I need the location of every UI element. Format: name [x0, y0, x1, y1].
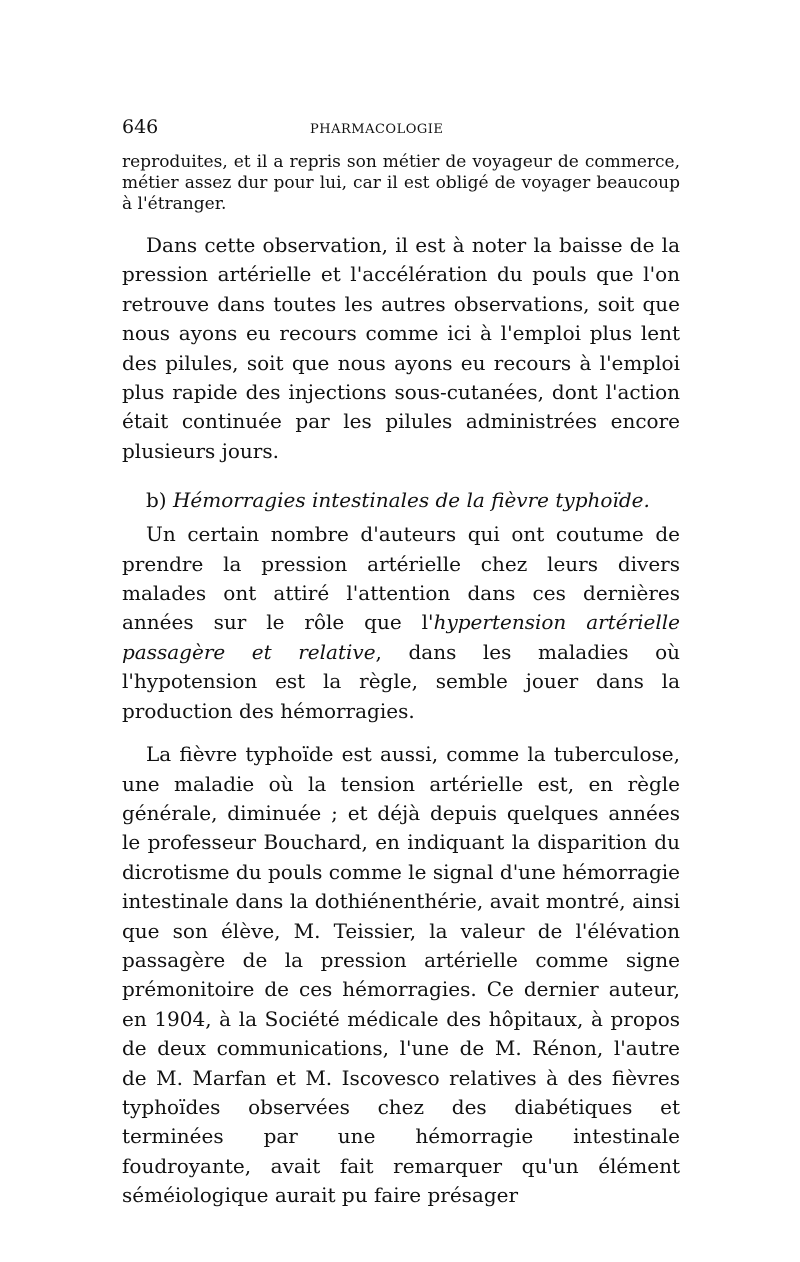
book-page: [122, 116, 680, 1211]
section-title: Hémorragies intestinales de la fièvre typhoïde.: [172, 488, 650, 513]
paragraph-italic-term: hypertension artérielle passagère et relative: [122, 610, 681, 664]
paragraph-observation: Dans cette observation, il est à noter la baisse de la pression artérielle et l'accélération du pouls que l'on retrouve dans toutes les autres observations, soit que nous ayons eu recours comme ici à l'emploi plus lent des pilules, soit que nous ayons eu recours à l'emploi plus rapide des injections sous-cutanées, dont l'action était continuée par les pilules administrées encore plusieurs jours.: [122, 233, 680, 463]
running-head: PHARMACOLOGIE: [310, 122, 444, 137]
paragraph-text-start: Un certain nombre d'auteurs qui ont coutume de prendre la pression artérielle chez leurs divers malades ont attiré l'attention dans ces dernières années sur le rôle que l': [122, 522, 680, 635]
section-heading: [122, 486, 680, 514]
page-header: [122, 116, 680, 142]
paragraph-continued: reproduites, et il a repris son métier de voyageur de commerce, métier assez dur pour lui, car il est obligé de voyager beaucoup à l'étranger.: [122, 152, 680, 214]
paragraph-typhoid: La fièvre typhoïde est aussi, comme la tuberculose, une maladie où la tension artérielle est, en règle générale, diminuée ; et déjà depuis quelques années le professeur Bouchard, en indiquant la disparition du dicrotisme du pouls comme le signal d'une hémorragie intestinale dans la dothiénenthérie, avait montré, ainsi que son élève, M. Teissier, la valeur de l'élévation passagère de la pression artérielle comme signe prémonitoire de ces hémorragies. Ce dernier auteur, en 1904, à la Société médicale des hôpitaux, à propos de deux communications, l'une de M. Rénon, l'autre de M. Marfan et M. Iscovesco relatives à des fièvres typhoïdes observées chez des diabétiques et terminées par une hémorragie intestinale foudroyante, avait fait remarquer qu'un élément séméiologique aurait pu faire présager: [122, 742, 680, 1208]
page-number: 646: [122, 116, 159, 138]
paragraph-text-end: , dans les maladies où l'hypotension est la règle, semble jouer dans la production des hémorragies.: [122, 639, 680, 723]
section-label: b): [146, 488, 167, 513]
paragraph-hypertension: [122, 520, 680, 726]
